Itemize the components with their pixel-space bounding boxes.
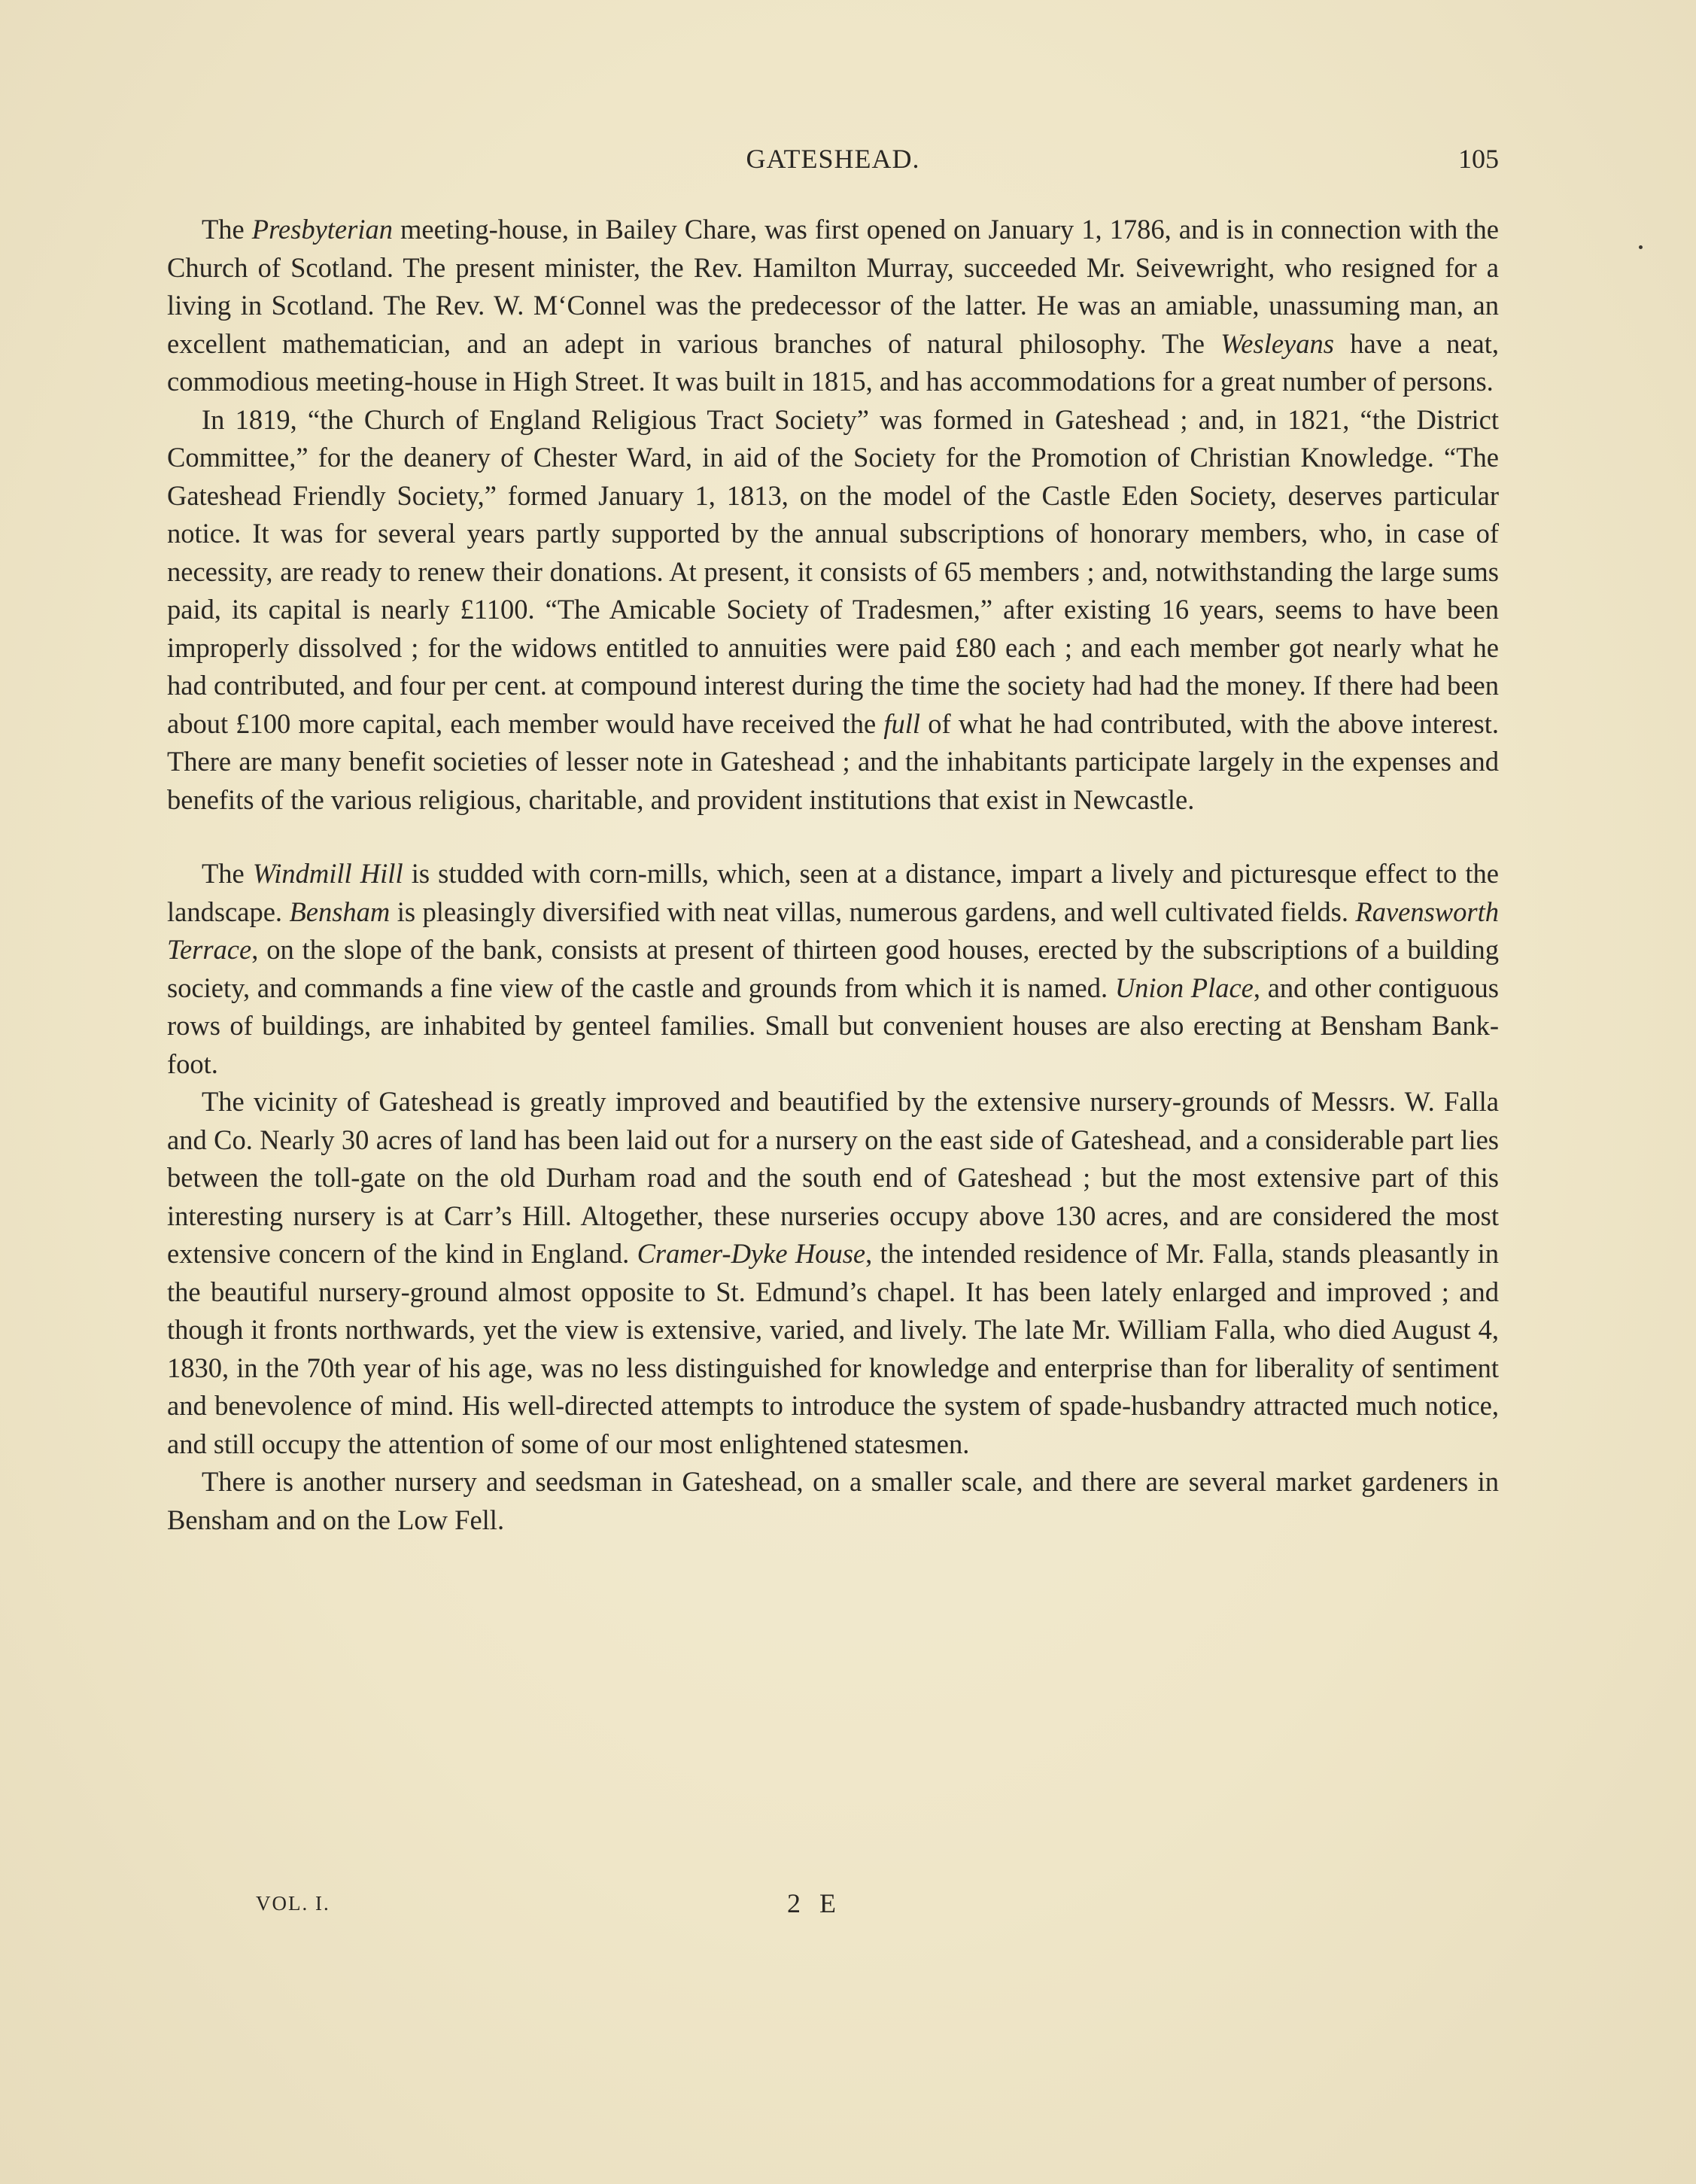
paragraph bbox=[167, 1463, 1499, 1539]
text-run: , on the slope of the bank, consists at present of thirteen good houses, erected by the subscriptions of a building society, and commands a fine view of the castle and grounds from which it is named. bbox=[167, 934, 1499, 1003]
italic-term: full bbox=[883, 707, 921, 739]
page-number: 105 bbox=[1458, 144, 1499, 174]
paragraph bbox=[167, 1083, 1499, 1463]
italic-term: Ravensworth Terrace bbox=[167, 896, 1499, 965]
ink-speck bbox=[1639, 245, 1643, 249]
running-head: GATESHEAD. bbox=[746, 144, 920, 174]
italic-term: Bensham bbox=[289, 896, 391, 927]
signature-mark: 2 E bbox=[787, 1888, 842, 1918]
text-run: The bbox=[202, 214, 252, 245]
text-run: In 1819, “the Church of England Religious Tract Society” was formed in Gateshead ; and, in 1821, “the District Committee,” for the deanery of Chester Ward, in aid of the Society for the Promotion of Christian Knowledge. “The Gateshead Friendly Society,” formed January 1, 1813, on the model of the Castle Eden Society, deserves particular notice. It was for several years partly supported by the annual subscriptions of honorary members, who, in case of necessity, are ready to renew their donations. At present, it consists of 65 members ; and, notwithstanding the large sums paid, its capital is nearly £1100. “The Amicable Society of Tradesmen,” after existing 16 years, seems to have been improperly dissolved ; for the widows entitled to annuities were paid £80 each ; and each member got nearly what he had contributed, and four per cent. at compound interest during the time the society had had the money. If there had been about £100 more capital, each member would have received the bbox=[167, 403, 1499, 739]
page-header bbox=[167, 143, 1499, 188]
italic-term: Windmill Hill bbox=[252, 858, 403, 889]
text-run: of what he had contributed, with the above interest. There are many benefit societies of lesser note in Gateshead ; and the inhabitants participate largely in the expenses and benefits of the various religious, charitable, and provident institutions that exist in Newcastle. bbox=[167, 707, 1499, 815]
paragraph bbox=[167, 211, 1499, 401]
text-run: is studded with corn-mills, which, seen at a distance, impart a lively and picturesque effect to the landscape. bbox=[167, 858, 1499, 927]
volume-label: VOL. I. bbox=[256, 1892, 330, 1915]
italic-term: Cramer-Dyke House bbox=[637, 1238, 866, 1269]
text-run: , and other contiguous rows of buildings, are inhabited by genteel families. Small but convenient houses are also erecting at Bensham Bank-foot. bbox=[167, 972, 1499, 1079]
text-run: , the intended residence of Mr. Falla, stands pleasantly in the beautiful nursery-ground almost opposite to St. Edmund’s chapel. It has been lately enlarged and improved ; and though it fronts northwards, yet the view is extensive, varied, and lively. The late Mr. William Falla, who died August 4, 1830, in the 70th year of his age, was no less distinguished for knowledge and enterprise than for liberality of sentiment and benevolence of mind. His well-directed attempts to introduce the system of spade-husbandry attracted much notice, and still occupy the attention of some of our most enlightened statesmen. bbox=[167, 1238, 1499, 1459]
italic-term: Union Place bbox=[1114, 972, 1254, 1003]
text-run: is pleasingly diversified with neat villas, numerous gardens, and well cultivated fields. bbox=[390, 896, 1356, 927]
text-run: have a neat, commodious meeting-house in High Street. It was built in 1815, and has accommodations for a great number of persons. bbox=[167, 327, 1499, 397]
italic-term: Wesleyans bbox=[1220, 327, 1334, 359]
text-run: meeting-house, in Bailey Chare, was first opened on January 1, 1786, and is in connection with the Church of Scotland. The present minister, the Rev. Hamilton Murray, succeeded Mr. Seivewright, who resigned for a living in Scotland. The Rev. W. M‘Connel was the predecessor of the latter. He was an amiable, unassuming man, an excellent mathematician, and an adept in various branches of natural philosophy. The bbox=[167, 214, 1499, 359]
page-footer bbox=[256, 1887, 933, 1925]
paragraph bbox=[167, 401, 1499, 820]
text-run: There is another nursery and seedsman in Gateshead, on a smaller scale, and there are several market gardeners in Bensham and on the Low Fell. bbox=[167, 1466, 1499, 1535]
body-text bbox=[167, 211, 1499, 1539]
text-run: The bbox=[202, 858, 253, 889]
italic-term: Presbyterian bbox=[251, 214, 393, 245]
text-run: The vicinity of Gateshead is greatly improved and beautified by the extensive nursery-grounds of Messrs. W. Falla and Co. Nearly 30 acres of land has been laid out for a nursery on the east side of Gateshead, and a considerable part lies between the toll-gate on the old Durham road and the south end of Gateshead ; but the most extensive part of this interesting nursery is at Carr’s Hill. Altogether, these nurseries occupy above 130 acres, and are considered the most extensive concern of the kind in England. bbox=[167, 1086, 1499, 1269]
paragraph bbox=[167, 855, 1499, 1083]
